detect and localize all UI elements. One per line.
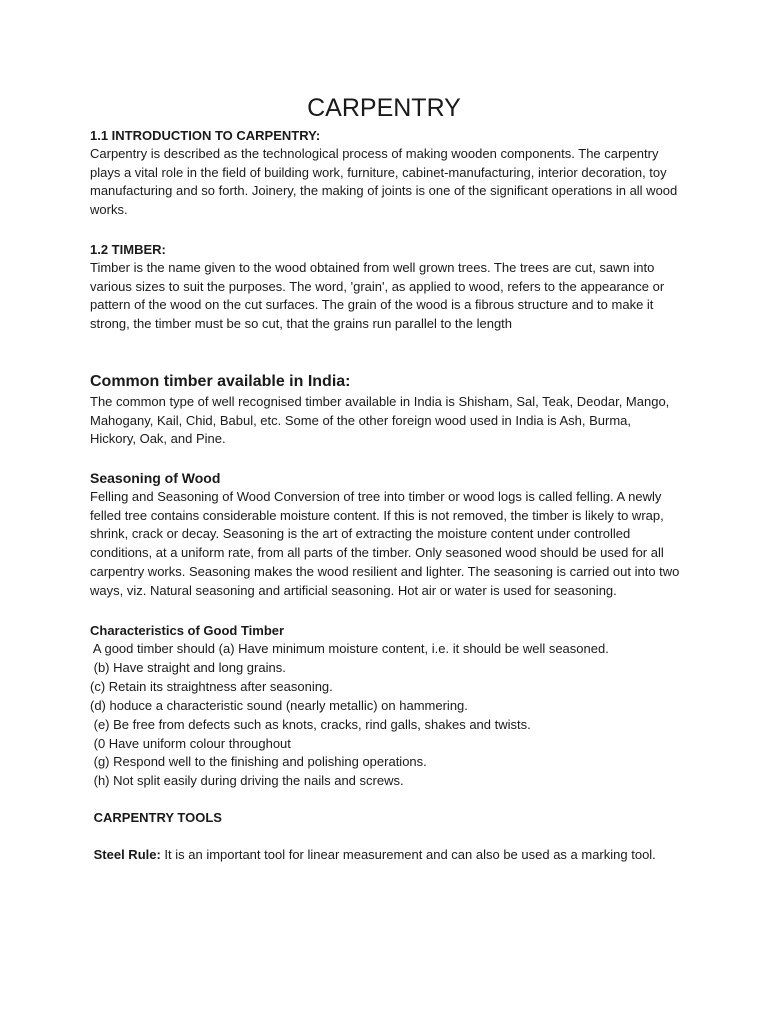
section-heading: 1.1 INTRODUCTION TO CARPENTRY: [90,128,321,143]
list-item: A good timber should (a) Have minimum moisture content, i.e. it should be well seasoned. [90,641,609,656]
document-title: CARPENTRY [307,94,461,122]
section-heading: Common timber available in India: [90,373,351,390]
section-common-timber [90,371,680,449]
section-heading: Seasoning of Wood [90,470,221,486]
section-body: Timber is the name given to the wood obtained from well grown trees. The trees are cut, sawn into various sizes to suit the purposes. The word, 'grain', as applied to wood, refers to the appearance or pattern of the wood on the cut surfaces. The grain of the wood is a fibrous structure and to make it strong, the timber must be so cut, that the grains run parallel to the length [90,260,665,332]
section-heading: Characteristics of Good Timber [90,623,285,638]
list-item: (d) hoduce a characteristic sound (nearly metallic) on hammering. [90,697,468,713]
section-timber [90,240,680,334]
section-introduction [90,126,680,220]
section-body: Felling and Seasoning of Wood Conversion of tree into timber or wood logs is called felling. A newly felled tree contains considerable moisture content. If this is not removed, the timber is likely to wrap, shrink, crack or decay. Seasoning is the art of extracting the moisture content under controlled conditions, at a uniform rate, from all parts of the timber. Only seasoned wood should be used for all carpentry works. Seasoning makes the wood resilient and lighter. The seasoning is carried out into two ways, viz. Natural seasoning and artificial seasoning. Hot air or water is used for seasoning. [90,489,680,598]
section-heading: 1.2 TIMBER: [90,242,166,257]
section-body: The common type of well recognised timber available in India is Shisham, Sal, Teak, Deodar, Mango, Mahogany, Kail, Chid, Babul, etc. Some of the other foreign wood used in India is Ash, Burma, Hickory, Oak, and Pine. [90,394,670,447]
section-steel-rule [90,846,680,865]
list-item: (g) Respond well to the finishing and polishing operations. [90,754,427,770]
section-body: Carpentry is described as the technological process of making wooden components. The carpentry plays a vital role in the field of building work, furniture, cabinet-manufacturing, interior decoration, toy manufacturing and so forth. Joinery, the making of joints is one of the significant operations in all wood works. [90,146,678,218]
section-carpentry-tools [90,808,680,827]
section-heading: CARPENTRY TOOLS [90,810,222,825]
section-characteristics [90,621,680,791]
term-description: It is an important tool for linear measurement and can also be used as a marking tool. [160,847,656,862]
term-label: Steel Rule: [90,847,161,862]
list-item: (h) Not split easily during driving the nails and screws. [90,773,404,789]
section-body [90,846,680,865]
list-item: (0 Have uniform colour throughout [90,735,291,751]
list-item: (e) Be free from defects such as knots, cracks, rind galls, shakes and twists. [90,716,531,732]
list-item: (c) Retain its straightness after seasoning. [90,678,333,694]
list-item: (b) Have straight and long grains. [90,659,286,675]
section-seasoning [90,468,680,600]
